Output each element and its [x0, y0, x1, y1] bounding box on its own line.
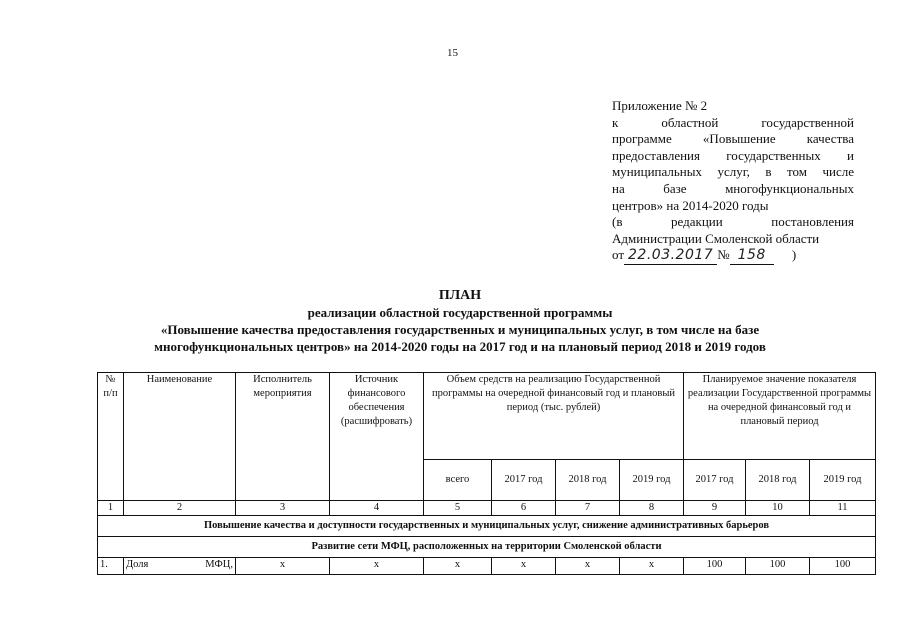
resolution-date-line [612, 247, 854, 265]
row-cell: х [236, 558, 330, 575]
subheader-funds-2017: 2017 год [492, 460, 556, 501]
plan-subtitle: реализации областной государственной программы [307, 305, 613, 320]
subheader-total: всего [424, 460, 492, 501]
header-funds: Объем средств на реализацию Государственной программы на очередной финансовый год и плановый период (тыс. рублей) [424, 373, 684, 460]
column-number: 11 [810, 501, 876, 516]
subheader-indicator-2018: 2018 год [746, 460, 810, 501]
column-number: 2 [124, 501, 236, 516]
header-executor: Исполнитель мероприятия [236, 373, 330, 501]
plan-subtitle: «Повышение качества предоставления государственных и муниципальных услуг, в том числе на базе [160, 322, 760, 337]
row-cell: х [330, 558, 424, 575]
appendix-block [612, 98, 854, 265]
column-number: 8 [620, 501, 684, 516]
row-cell: х [556, 558, 620, 575]
row-cell: 100 [684, 558, 746, 575]
column-number: 5 [424, 501, 492, 516]
subheader-indicator-2017: 2017 год [684, 460, 746, 501]
subheader-funds-2019: 2019 год [620, 460, 684, 501]
column-number: 10 [746, 501, 810, 516]
date-prefix: от [612, 247, 625, 263]
appendix-line: муниципальных услуг, в том числе [612, 164, 854, 180]
section-title: Развитие сети МФЦ, расположенных на территории Смоленской области [98, 537, 876, 558]
row-cell: 100 [746, 558, 810, 575]
row-cell: х [424, 558, 492, 575]
column-number: 4 [330, 501, 424, 516]
row-num: 1. [98, 558, 124, 575]
subheader-indicator-2019: 2019 год [810, 460, 876, 501]
appendix-line: предоставления государственных и [612, 147, 854, 163]
row-name-part: Доля [126, 559, 149, 570]
appendix-line: на базе многофункциональных [612, 180, 854, 196]
table-row [98, 558, 876, 575]
section-row [98, 537, 876, 558]
column-number: 3 [236, 501, 330, 516]
appendix-line: Администрации Смоленской области [612, 230, 820, 246]
header-source: Источник финансового обеспечения (расшифровать) [330, 373, 424, 501]
section-row [98, 516, 876, 537]
column-number-row [98, 501, 876, 516]
column-number: 1 [98, 501, 124, 516]
column-number: 6 [492, 501, 556, 516]
row-cell: х [492, 558, 556, 575]
number-prefix: № [717, 247, 730, 263]
handwritten-number: 158 [730, 247, 774, 265]
plan-title: ПЛАН [438, 288, 482, 303]
column-number: 7 [556, 501, 620, 516]
header-indicator: Планируемое значение показателя реализации Государственной программы на очередной финансовый год и плановый период [684, 373, 876, 460]
handwritten-date: 22.03.2017 [624, 247, 717, 265]
subheader-funds-2018: 2018 год [556, 460, 620, 501]
appendix-title: Приложение № 2 [612, 98, 708, 113]
row-name-part: МФЦ, [205, 559, 233, 570]
appendix-line: программе «Повышение качества [612, 131, 854, 147]
header-name: Наименование [124, 373, 236, 501]
appendix-line: центров» на 2014-2020 годы [612, 197, 769, 213]
appendix-line: (в редакции постановления [612, 214, 854, 230]
row-cell: х [620, 558, 684, 575]
header-num: № п/п [98, 373, 124, 501]
row-name [124, 558, 236, 575]
plan-title-block [60, 287, 860, 355]
page-number: 15 [447, 47, 458, 59]
section-title: Повышение качества и доступности государственных и муниципальных услуг, снижение административных барьеров [98, 516, 876, 537]
table-header-row [98, 373, 876, 460]
column-number: 9 [684, 501, 746, 516]
plan-table [97, 372, 876, 575]
close-paren: ) [791, 247, 797, 263]
appendix-line: к областной государственной [612, 114, 854, 130]
row-cell: 100 [810, 558, 876, 575]
plan-subtitle: многофункциональных центров» на 2014-2020 годы на 2017 год и на плановый период 2018 и 2019 годов [154, 339, 766, 354]
